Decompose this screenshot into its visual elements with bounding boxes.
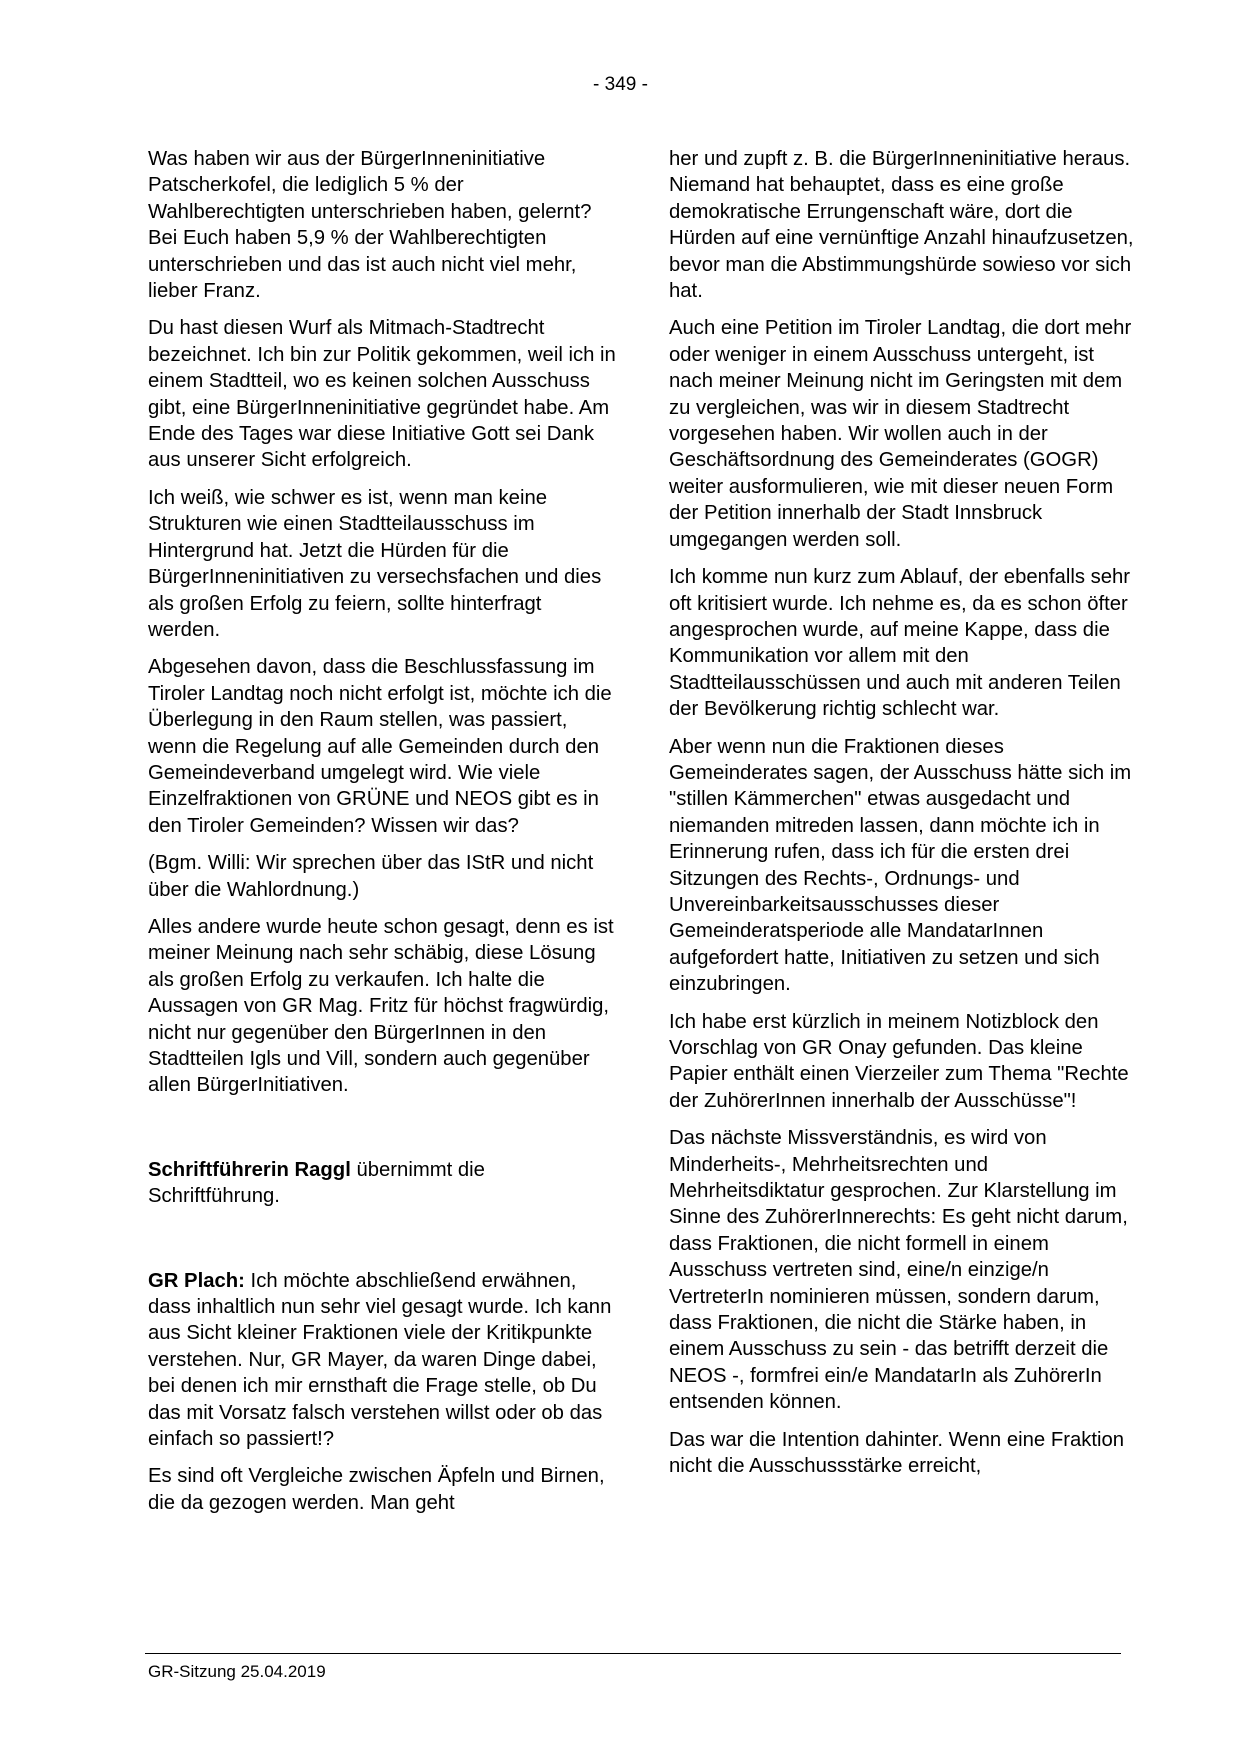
speaker-name: GR Plach: — [148, 1269, 245, 1292]
page-number: - 349 - — [593, 74, 648, 95]
paragraph: Abgesehen davon, dass die Beschlussfassung im Tiroler Landtag noch nicht erfolgt ist, möchte ich die Überlegung in den Raum stellen, was passiert, wenn die Regelung auf alle Gemeinden durch den Gemeindeverband umgelegt wird. Wie viele Einzelfraktionen von GRÜNE und NEOS gibt es in den Tiroler Gemeinden? Wissen wir das? — [148, 656, 612, 837]
paragraph: Das war die Intention dahinter. Wenn eine Fraktion nicht die Ausschussstärke erreicht, — [669, 1428, 1125, 1478]
paragraph-text: Ich möchte abschließend erwähnen, dass inhaltlich nun sehr viel gesagt wurde. Ich kann aus Sicht kleiner Fraktionen viele der Kritikpunkte verstehen. Nur, GR Mayer, da waren Dinge dabei, bei denen ich mir ernsthaft die Frage stelle, ob Du das mit Vorsatz falsch verstehen willst oder ob das einfach so passiert!? — [148, 1269, 612, 1451]
footer-session-date: GR-Sitzung 25.04.2019 — [148, 1662, 326, 1681]
paragraph: Es sind oft Vergleiche zwischen Äpfeln und Birnen, die da gezogen werden. Man geht — [148, 1465, 605, 1514]
paragraph: Auch eine Petition im Tiroler Landtag, die dort mehr oder weniger in einem Ausschuss untergeht, ist nach meiner Meinung nicht im Geringsten mit dem zu vergleichen, was wir in diesem Stadtrecht vorgesehen haben. Wir wollen auch in der Geschäftsordnung des Gemeinderates (GOGR) weiter ausformulieren, wie mit dieser neuen Form der Petition innerhalb der Stadt Innsbruck umgegangen werden soll. — [669, 317, 1132, 551]
paragraph: Was haben wir aus der BürgerInneninitiative Patscherkofel, die lediglich 5 % der Wahlberechtigten unterschrieben haben, gelernt? Bei Euch haben 5,9 % der Wahlberechtigten unterschrieben und das ist auch nicht viel mehr, lieber Franz. — [148, 148, 592, 303]
speaker-paragraph — [148, 1268, 616, 1453]
paragraph-text: übernimmt die Schriftführung. — [148, 1158, 485, 1208]
paragraph: Das nächste Missverständnis, es wird von Minderheits-, Mehrheitsrechten und Mehrheitsdiktatur gesprochen. Zur Klarstellung im Sinne des ZuhörerInnerechts: Es geht nicht darum, dass Fraktionen, die nicht formell in einem Ausschuss vertreten sind, eine/n einzige/n VertreterIn nominieren müssen, sondern darum, dass Fraktionen, die nicht die Stärke haben, in einem Ausschuss zu sein - das betrifft derzeit die NEOS -, formfrei ein/e MandatarIn als ZuhörerIn entsenden können. — [669, 1127, 1128, 1414]
paragraph: Alles andere wurde heute schon gesagt, denn es ist meiner Meinung nach sehr schäbig, diese Lösung als großen Erfolg zu verkaufen. Ich halte die Aussagen von GR Mag. Fritz für höchst fragwürdig, nicht nur gegenüber den BürgerInnen in den Stadtteilen Igls und Vill, sondern auch gegenüber allen BürgerInitiativen. — [148, 915, 614, 1097]
paragraph: Ich komme nun kurz zum Ablauf, der ebenfalls sehr oft kritisiert wurde. Ich nehme es, da es schon öfter angesprochen wurde, auf meine Kappe, dass die Kommunikation vor allem mit den Stadtteilausschüssen und auch mit anderen Teilen der Bevölkerung richtig schlecht war. — [669, 566, 1131, 721]
interjection: (Bgm. Willi: Wir sprechen über das IStR und nicht über die Wahlordnung.) — [148, 852, 594, 901]
footer-divider — [145, 1653, 1121, 1654]
paragraph: her und zupft z. B. die BürgerInneninitiative heraus. Niemand hat behauptet, dass es eine große demokratische Errungenschaft wäre, dort die Hürden auf eine vernünftige Anzahl hinaufzusetzen, bevor man die Abstimmungshürde sowieso vor sich hat. — [669, 148, 1134, 303]
paragraph: Aber wenn nun die Fraktionen dieses Gemeinderates sagen, der Ausschuss hätte sich im "stillen Kämmerchen" etwas ausgedacht und niemanden mitreden lassen, dann möchte ich in Erinnerung rufen, dass ich für die ersten drei Sitzungen des Rechts-, Ordnungs- und Unvereinbarkeitsausschusses dieser Gemeinderatsperiode alle MandatarInnen aufgefordert hatte, Initiativen zu setzen und sich einzubringen. — [669, 735, 1132, 996]
left-column — [148, 146, 616, 1527]
right-column — [669, 146, 1137, 1491]
recorder-change-note — [148, 1157, 616, 1210]
speaker-name: Schriftführerin Raggl — [148, 1158, 351, 1181]
paragraph: Ich weiß, wie schwer es ist, wenn man keine Strukturen wie einen Stadtteilausschuss im Hintergrund hat. Jetzt die Hürden für die BürgerInneninitiativen zu versechsfachen und dies als großen Erfolg zu feiern, sollte hinterfragt werden. — [148, 486, 602, 641]
paragraph: Du hast diesen Wurf als Mitmach-Stadtrecht bezeichnet. Ich bin zur Politik gekommen, weil ich in einem Stadtteil, wo es keinen solchen Ausschuss gibt, eine BürgerInneninitiative gegründet habe. Am Ende des Tages war diese Initiative Gott sei Dank aus unserer Sicht erfolgreich. — [148, 317, 616, 472]
paragraph: Ich habe erst kürzlich in meinem Notizblock den Vorschlag von GR Onay gefunden. Das kleine Papier enthält einen Vierzeiler zum Thema "Rechte der ZuhörerInnen innerhalb der Ausschüsse"! — [669, 1010, 1129, 1112]
